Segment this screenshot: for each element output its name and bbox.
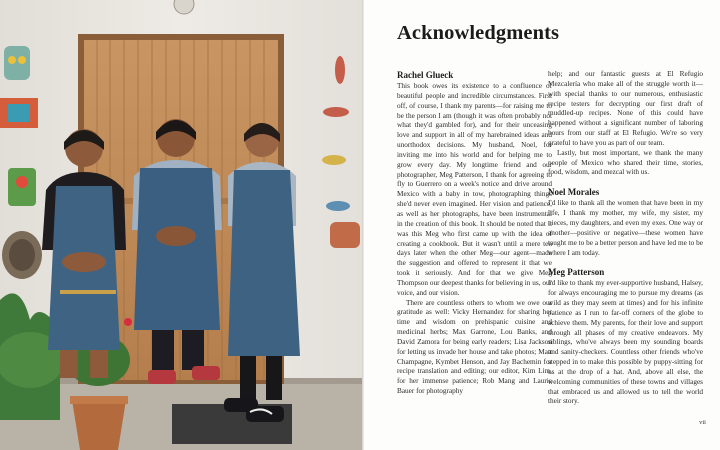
section-heading-rachel: Rachel Glueck (397, 70, 454, 80)
paragraph-noel-1: I'd like to thank all the women that have been in my life, I thank my mother, my wife, my sister, my nieces, my daughters, and even my exes. One way or another—positive or negative—these women have taught me to be a better person and have led me to be where I am today. (548, 199, 703, 257)
page-title: Acknowledgments (397, 22, 560, 44)
paragraph-rachel-1: This book owes its existence to a confluence of beautiful people and incredible circumstances. First off, of course, I thank my parents—for raising me to be the person I am (though it was often probably not what they'd gambled for), and for their unceasing love and support in all of my harebrained ideas and unorthodox decisions. My husband, Noel, for inviting me into his world and for helping me to grow every day. My longtime friend and our photographer, Meg Patterson, I thank for agreeing to fly to Guerrero on a week's notice and drive around Mexico with a baby in tow, photographing things she'd never even imagined. Her vision and patience, as well as her photographs, have been instrumental in the creation of this book. It should be noted that it was this Meg who first came up with the idea of creating a cookbook. But it wasn't until a mere ten days later when the other Meg—our agent—made the suggestion and offered to represent it that we took it seriously. And for that we give Meg Thompson our deepest thanks for believing in us, our voice, and our vision. (397, 82, 552, 297)
paragraph-rachel-2: There are countless others to whom we owe our gratitude as well: Vicky Hernandez for sharing her time and wisdom on prehispanic cuisine and medicinal herbs; Max Garrone, Lou Banks, and David Zamora for being early readers; Lisa Jackson for letting us invade her house and take photos; Matt Champagne, Kymbet Henson, and Jay Bachemin for recipe translation and editing; our editor, Kim Lim, for her immense patience; Rob Mang and Laurie Bauer for photography (397, 298, 552, 396)
paragraph-meg-1: I'd like to thank my ever-supportive husband, Halsey, for always encouraging me to pursue my dreams (as wild as they may seem at times) and for his infinite patience as I run to far-off corners of the globe to achieve them. My parents, for their love and support through all phases of my creative endeavors. My siblings, who've always been my sounding boards and sanity-checkers. Countless other friends who've stepped in to make this possible by puppy-sitting for us at the drop of a hat. And, above all else, the welcoming communities of these towns and villages that embraced us and allowed us to tell the world their story. (548, 279, 703, 406)
paragraph-rachel-3: help; and our fantastic guests at El Refugio Mezcalería who make all of the struggle worth it—with special thanks to our numerous, enthusiastic recipe testers for decrypting our first draft of muddled-up recipes. None of this could have happened without a significant number of laboring hours from our staff at El Refugio. We're so very grateful to have you as part of our team. (548, 70, 703, 147)
paragraph-rachel-4: Lastly, but most important, we thank the many people of Mexico who shared their time, stories, food, wisdom, and mezcal with us. (548, 148, 703, 177)
text-column-right (548, 70, 703, 407)
text-column-left (397, 70, 552, 397)
page-number: vii (699, 419, 706, 426)
acknowledgments-page (364, 0, 720, 450)
section-heading-noel: Noel Morales (548, 187, 600, 198)
section-heading-meg: Meg Patterson (548, 267, 605, 278)
